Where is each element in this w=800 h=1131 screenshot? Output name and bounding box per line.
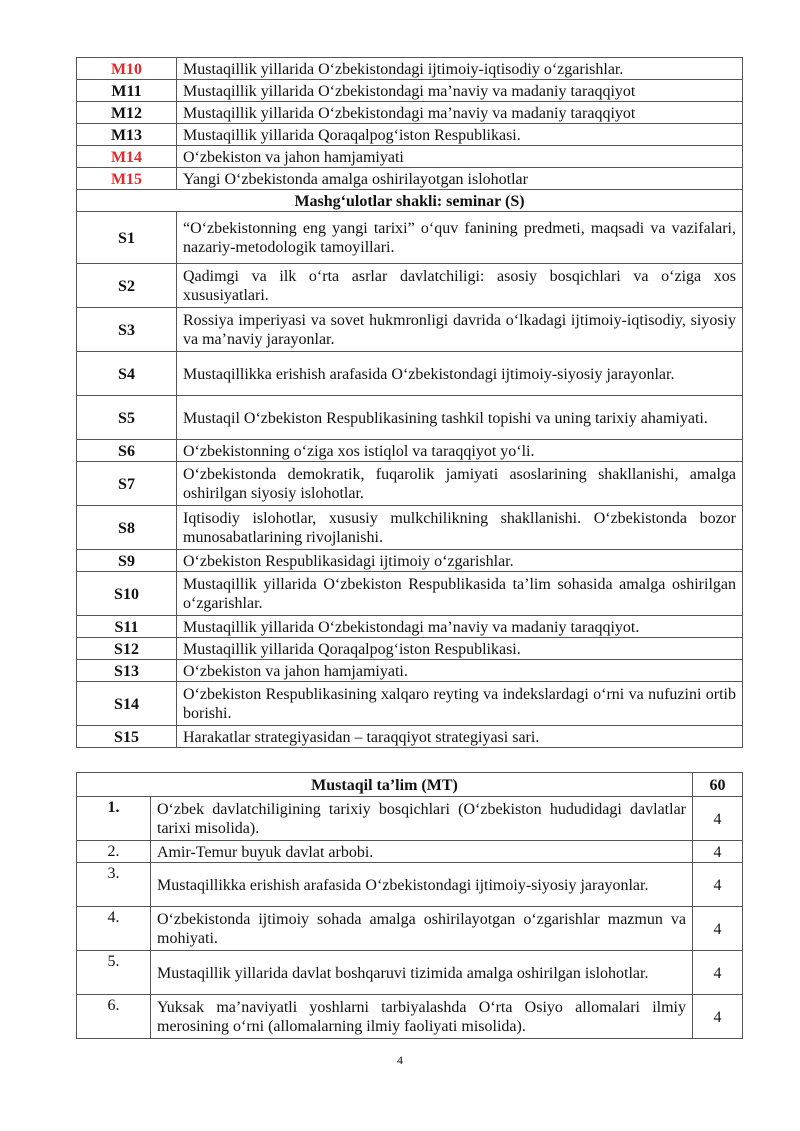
module-topic: Mustaqillik yillarida O‘zbekistondagi ma’naviy va madaniy taraqqiyot [177, 80, 743, 102]
seminar-topic: Mustaqillikka erishish arafasida O‘zbekistondagi ijtimoiy-siyosiy jarayonlar. [177, 352, 743, 396]
mt-number: 3. [77, 863, 151, 907]
seminar-row [77, 212, 743, 264]
seminar-topic: Iqtisodiy islohotlar, xususiy mulkchilikning shakllanishi. O‘zbekistonda bozor munosabatlarining rivojlanishi. [177, 506, 743, 550]
seminar-row [77, 462, 743, 506]
seminar-topic: O‘zbekistonning o‘ziga xos istiqlol va taraqqiyot yo‘li. [177, 440, 743, 462]
seminar-code: S9 [77, 550, 177, 572]
seminar-code: S10 [77, 572, 177, 616]
mt-row [77, 797, 743, 841]
seminar-code: S14 [77, 682, 177, 726]
mt-topic: O‘zbek davlatchiligining tarixiy bosqichlari (O‘zbekiston hududidagi davlatlar tarixi misolida). [151, 797, 693, 841]
module-topic: Mustaqillik yillarida O‘zbekistondagi ijtimoiy-iqtisodiy o‘zgarishlar. [177, 58, 743, 80]
module-code: M15 [77, 168, 177, 190]
seminar-row [77, 638, 743, 660]
seminar-topic: Mustaqillik yillarida O‘zbekistondagi ma’naviy va madaniy taraqqiyot. [177, 616, 743, 638]
seminar-code: S8 [77, 506, 177, 550]
seminar-code: S7 [77, 462, 177, 506]
seminar-header-row [77, 190, 743, 212]
seminar-row [77, 308, 743, 352]
seminar-code: S11 [77, 616, 177, 638]
seminar-code: S13 [77, 660, 177, 682]
mt-topic: Mustaqillik yillarida davlat boshqaruvi tizimida amalga oshirilgan islohotlar. [151, 951, 693, 995]
mt-topic: Mustaqillikka erishish arafasida O‘zbekistondagi ijtimoiy-siyosiy jarayonlar. [151, 863, 693, 907]
mt-number: 6. [77, 995, 151, 1039]
mt-number: 2. [77, 841, 151, 863]
seminar-row [77, 616, 743, 638]
mt-number: 4. [77, 907, 151, 951]
seminar-header: Mashg‘ulotlar shakli: seminar (S) [77, 190, 743, 212]
mt-row [77, 863, 743, 907]
seminar-row [77, 660, 743, 682]
mt-number: 5. [77, 951, 151, 995]
seminar-topic: O‘zbekiston va jahon hamjamiyati. [177, 660, 743, 682]
seminar-code: S2 [77, 264, 177, 308]
module-row [77, 168, 743, 190]
module-topic: Mustaqillik yillarida Qoraqalpog‘iston Respublikasi. [177, 124, 743, 146]
mt-hours: 4 [693, 863, 743, 907]
seminar-code: S5 [77, 396, 177, 440]
seminar-topic: O‘zbekiston Respublikasining xalqaro reyting va indekslardagi o‘rni va nufuzini ortib borishi. [177, 682, 743, 726]
mt-row [77, 907, 743, 951]
seminar-code: S1 [77, 212, 177, 264]
seminar-row [77, 572, 743, 616]
module-row [77, 124, 743, 146]
mt-number: 1. [77, 797, 151, 841]
module-topic: O‘zbekiston va jahon hamjamiyati [177, 146, 743, 168]
seminar-code: S3 [77, 308, 177, 352]
seminar-topic: Mustaqil O‘zbekiston Respublikasining tashkil topishi va uning tarixiy ahamiyati. [177, 396, 743, 440]
seminar-topic: Mustaqillik yillarida Qoraqalpog‘iston Respublikasi. [177, 638, 743, 660]
mt-row [77, 995, 743, 1039]
seminar-topic: Qadimgi va ilk o‘rta asrlar davlatchiligi: asosiy bosqichlari va o‘ziga xos xususiyatlari. [177, 264, 743, 308]
seminar-topic: Rossiya imperiyasi va sovet hukmronligi davrida o‘lkadagi ijtimoiy-iqtisodiy, siyosiy va ma’naviy jarayonlar. [177, 308, 743, 352]
seminar-row [77, 352, 743, 396]
seminar-code: S12 [77, 638, 177, 660]
seminar-code: S6 [77, 440, 177, 462]
seminar-topic: “O‘zbekistonning eng yangi tarixi” o‘quv fanining predmeti, maqsadi va vazifalari, nazariy-metodologik tamoyillari. [177, 212, 743, 264]
seminar-topic: O‘zbekiston Respublikasidagi ijtimoiy o‘zgarishlar. [177, 550, 743, 572]
seminar-topic: Harakatlar strategiyasidan – taraqqiyot strategiyasi sari. [177, 726, 743, 748]
mt-hours: 4 [693, 995, 743, 1039]
mt-total-hours: 60 [693, 773, 743, 797]
mt-row [77, 841, 743, 863]
mt-topic: O‘zbekistonda ijtimoiy sohada amalga oshirilayotgan o‘zgarishlar mazmun va mohiyati. [151, 907, 693, 951]
mt-header: Mustaqil ta’lim (MT) [77, 773, 693, 797]
module-code: M14 [77, 146, 177, 168]
mt-header-row [77, 773, 743, 797]
mt-row [77, 951, 743, 995]
module-code: M12 [77, 102, 177, 124]
seminar-row [77, 396, 743, 440]
mt-topic: Yuksak ma’naviyatli yoshlarni tarbiyalashda O‘rta Osiyo allomalari ilmiy merosining o‘rni (allomalarning ilmiy faoliyati misolida). [151, 995, 693, 1039]
seminar-row [77, 682, 743, 726]
mt-hours: 4 [693, 951, 743, 995]
module-row [77, 146, 743, 168]
seminar-row [77, 726, 743, 748]
seminar-row [77, 506, 743, 550]
independent-study-table-body [77, 773, 743, 1039]
mt-topic: Amir-Temur buyuk davlat arbobi. [151, 841, 693, 863]
seminar-code: S15 [77, 726, 177, 748]
independent-study-table [76, 772, 743, 1039]
page-number: 4 [397, 1053, 403, 1067]
mt-hours: 4 [693, 907, 743, 951]
seminar-row [77, 440, 743, 462]
module-code: M13 [77, 124, 177, 146]
topics-table-body [77, 58, 743, 748]
module-row [77, 58, 743, 80]
module-topic: Yangi O‘zbekistonda amalga oshirilayotgan islohotlar [177, 168, 743, 190]
module-row [77, 80, 743, 102]
module-topic: Mustaqillik yillarida O‘zbekistondagi ma’naviy va madaniy taraqqiyot [177, 102, 743, 124]
mt-hours: 4 [693, 841, 743, 863]
mt-hours: 4 [693, 797, 743, 841]
seminar-topic: O‘zbekistonda demokratik, fuqarolik jamiyati asoslarining shakllanishi, amalga oshirilgan siyosiy islohotlar. [177, 462, 743, 506]
module-code: M11 [77, 80, 177, 102]
topics-table [76, 57, 743, 748]
module-row [77, 102, 743, 124]
seminar-row [77, 550, 743, 572]
seminar-topic: Mustaqillik yillarida O‘zbekiston Respublikasida ta’lim sohasida amalga oshirilgan o‘zgarishlar. [177, 572, 743, 616]
seminar-code: S4 [77, 352, 177, 396]
seminar-row [77, 264, 743, 308]
module-code: M10 [77, 58, 177, 80]
